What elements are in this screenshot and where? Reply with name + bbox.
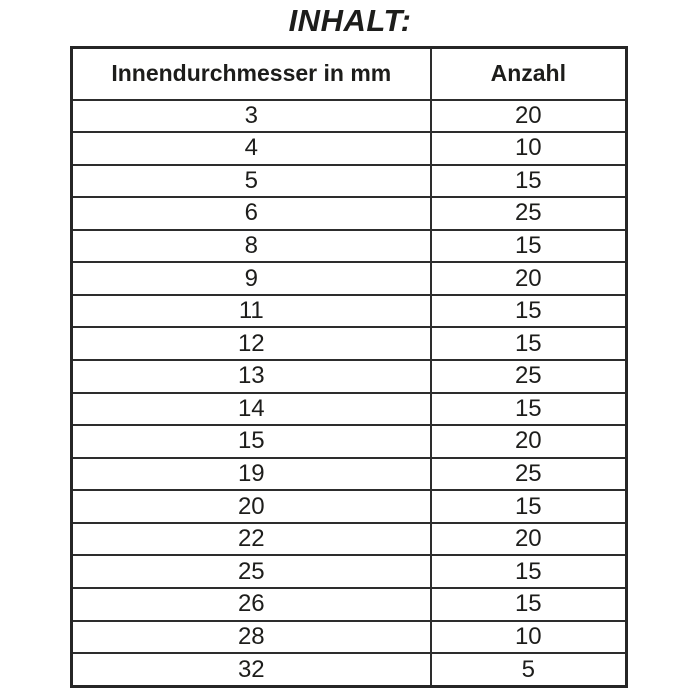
count-cell: 15 xyxy=(431,588,627,621)
count-cell: 25 xyxy=(431,360,627,393)
table-header xyxy=(72,48,627,100)
table-row xyxy=(72,621,627,654)
count-cell: 20 xyxy=(431,100,627,133)
count-cell: 15 xyxy=(431,165,627,198)
table-row xyxy=(72,295,627,328)
table-row xyxy=(72,262,627,295)
table-row xyxy=(72,393,627,426)
table-header-row xyxy=(72,48,627,100)
page-title: INHALT: xyxy=(288,3,412,38)
diameter-cell: 4 xyxy=(72,132,431,165)
table-row xyxy=(72,555,627,588)
count-cell: 15 xyxy=(431,393,627,426)
table-row xyxy=(72,197,627,230)
count-cell: 10 xyxy=(431,132,627,165)
table-row xyxy=(72,588,627,621)
diameter-cell: 19 xyxy=(72,458,431,491)
count-cell: 25 xyxy=(431,458,627,491)
diameter-cell: 14 xyxy=(72,393,431,426)
diameter-cell: 9 xyxy=(72,262,431,295)
table-row xyxy=(72,327,627,360)
count-cell: 15 xyxy=(431,555,627,588)
table-row xyxy=(72,230,627,263)
table-row xyxy=(72,490,627,523)
diameter-cell: 28 xyxy=(72,621,431,654)
table-body xyxy=(72,100,627,687)
count-cell: 20 xyxy=(431,523,627,556)
count-cell: 15 xyxy=(431,490,627,523)
diameter-cell: 11 xyxy=(72,295,431,328)
table-row xyxy=(72,653,627,686)
diameter-cell: 26 xyxy=(72,588,431,621)
table-row xyxy=(72,132,627,165)
diameter-cell: 25 xyxy=(72,555,431,588)
count-cell: 10 xyxy=(431,621,627,654)
diameter-cell: 15 xyxy=(72,425,431,458)
count-cell: 20 xyxy=(431,262,627,295)
count-cell: 5 xyxy=(431,653,627,686)
diameter-cell: 13 xyxy=(72,360,431,393)
diameter-cell: 6 xyxy=(72,197,431,230)
header-diameter: Innendurchmesser in mm xyxy=(72,48,431,100)
table-row xyxy=(72,360,627,393)
diameter-cell: 12 xyxy=(72,327,431,360)
diameter-cell: 22 xyxy=(72,523,431,556)
table-row xyxy=(72,165,627,198)
diameter-cell: 20 xyxy=(72,490,431,523)
count-cell: 20 xyxy=(431,425,627,458)
table-row xyxy=(72,458,627,491)
content-table xyxy=(70,46,628,688)
table-row xyxy=(72,523,627,556)
diameter-cell: 5 xyxy=(72,165,431,198)
table-row xyxy=(72,425,627,458)
count-cell: 25 xyxy=(431,197,627,230)
diameter-cell: 3 xyxy=(72,100,431,133)
count-cell: 15 xyxy=(431,230,627,263)
diameter-cell: 32 xyxy=(72,653,431,686)
count-cell: 15 xyxy=(431,327,627,360)
count-cell: 15 xyxy=(431,295,627,328)
diameter-cell: 8 xyxy=(72,230,431,263)
header-count: Anzahl xyxy=(431,48,627,100)
table-row xyxy=(72,100,627,133)
